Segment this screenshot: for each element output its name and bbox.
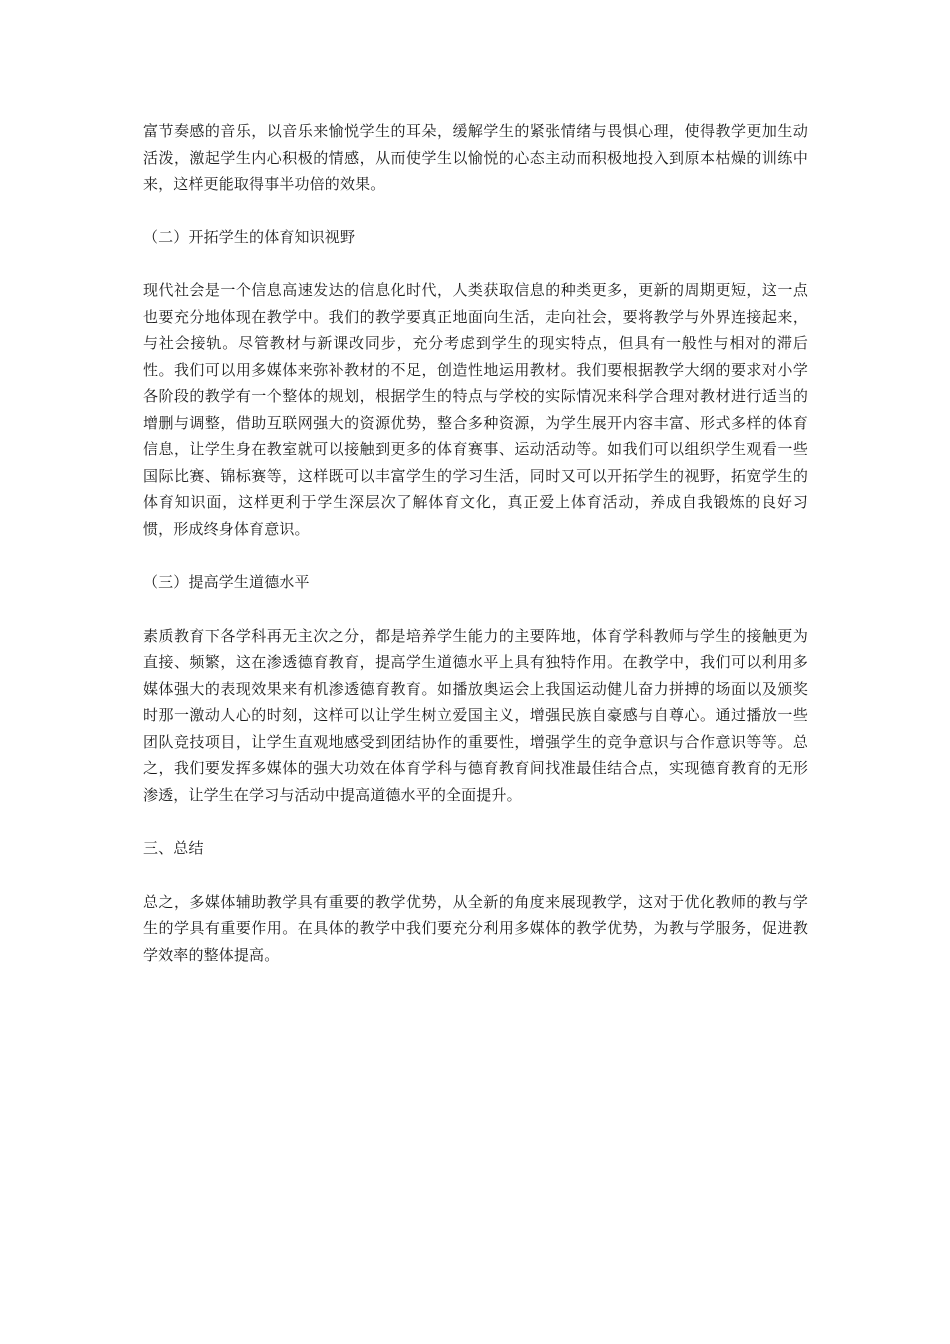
document-body	[143, 118, 808, 995]
paragraph-music-effect: 富节奏感的音乐，以音乐来愉悦学生的耳朵，缓解学生的紧张情绪与畏惧心理，使得教学更加生动活泼，激起学生内心积极的情感，从而使学生以愉悦的心态主动而积极地投入到原本枯燥的训练中来，这样更能取得事半功倍的效果。	[143, 122, 808, 193]
paragraph-knowledge-vision: 现代社会是一个信息高速发达的信息化时代，人类获取信息的种类更多，更新的周期更短，这一点也要充分地体现在教学中。我们的教学要真正地面向生活，走向社会，要将教学与外界连接起来，与社会接轨。尽管教材与新课改同步，充分考虑到学生的现实特点，但具有一般性与相对的滞后性。我们可以用多媒体来弥补教材的不足，创造性地运用教材。我们要根据教学大纲的要求对小学各阶段的教学有一个整体的规划，根据学生的特点与学校的实际情况来科学合理对教材进行适当的增删与调整，借助互联网强大的资源优势，整合多种资源，为学生展开内容丰富、形式多样的体育信息，让学生身在教室就可以接触到更多的体育赛事、运动活动等。如我们可以组织学生观看一些国际比赛、锦标赛等，这样既可以丰富学生的学习生活，同时又可以开拓学生的视野，拓宽学生的体育知识面，这样更利于学生深层次了解体育文化，真正爱上体育活动，养成自我锻炼的良好习惯，形成终身体育意识。	[143, 281, 808, 538]
paragraph-moral-level: 素质教育下各学科再无主次之分，都是培养学生能力的主要阵地，体育学科教师与学生的接触更为直接、频繁，这在渗透德育教育，提高学生道德水平上具有独特作用。在教学中，我们可以利用多媒体强大的表现效果来有机渗透德育教育。如播放奥运会上我国运动健儿奋力拼搏的场面以及颁奖时那一激动人心的时刻，这样可以让学生树立爱国主义，增强民族自豪感与自尊心。通过播放一些团队竞技项目，让学生直观地感受到团结协作的重要性，增强学生的竞争意识与合作意识等等。总之，我们要发挥多媒体的强大功效在体育学科与德育教育间找准最佳结合点，实现德育教育的无形渗透，让学生在学习与活动中提高道德水平的全面提升。	[143, 626, 808, 804]
section-heading-knowledge-vision: （二）开拓学生的体育知识视野	[143, 227, 356, 246]
paragraph-summary: 总之，多媒体辅助教学具有重要的教学优势，从全新的角度来展现教学，这对于优化教师的教与学生的学具有重要作用。在具体的教学中我们要充分利用多媒体的教学优势，为教与学服务，促进教学效率的整体提高。	[143, 892, 808, 964]
section-heading-moral-level: （三）提高学生道德水平	[143, 573, 310, 591]
section-heading-summary: 三、总结	[143, 839, 204, 857]
